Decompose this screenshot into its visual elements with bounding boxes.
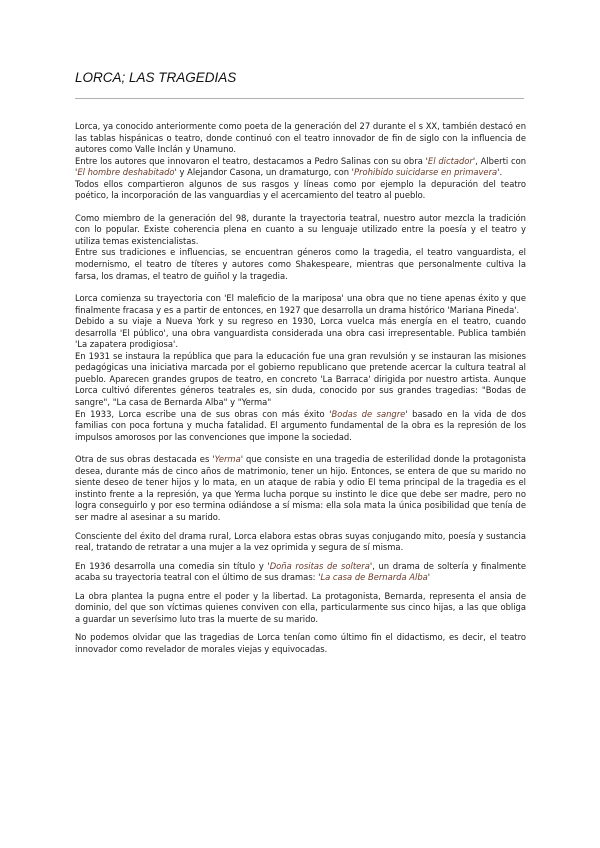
body-paragraph: Como miembro de la generación del 98, durante la trayectoria teatral, nuestro autor mezcla la tradición con lo popular. Existe coherencia plena en cuanto a su lenguaje utilizado entre la poesía y el teatro y utiliza temas existencialistas. (75, 212, 526, 246)
document-body (75, 121, 526, 655)
body-paragraph: Entre sus tradiciones e influencias, se encuentran géneros como la tragedia, el teatro vanguardista, el modernismo, el teatro de títeres y autores como Shakespeare, mientras que personalmente cultiva la farsa, los dramas, el teatro de guiñol y la tragedia. (75, 247, 526, 281)
body-paragraph (75, 454, 526, 523)
work-title: Prohibido suicidarse en primavera (353, 167, 498, 178)
body-paragraph: Lorca, ya conocido anteriormente como poeta de la generación del 27 durante el s XX, también destacó en las tablas hispánicas o teatro, donde continuó con el teatro innovador de fin de siglo con la influencia de autores como Valle Inclán y Unamuno. (75, 121, 526, 155)
body-paragraph (75, 409, 526, 444)
paragraph-text: ' que consiste en una tragedia de esterilidad donde la protagonista desea, durante más de cinco años de matrimonio, tener un hijo. Entonces, se entera de que su marido no siente deseo de tener hijos y lo mata, en un ataque de rabia y odio El tema principal de la tragedia es el instinto frente a la represión, ya que Yerma lucha porque su instinto le dice que debe ser madre, pero no logra conseguirlo y por eso termina odiándose a sí misma: ella sola mata la única posibilidad que tenía de ser madre al asesinar a su marido. (75, 454, 526, 522)
paragraph-text: En 1936 desarrolla una comedia sin título y ' (75, 560, 270, 571)
body-paragraph (75, 156, 526, 179)
paragraph-text: En 1933, Lorca escribe una de sus obras con más éxito ' (75, 408, 332, 419)
work-title: El hombre deshabitado (77, 167, 175, 178)
document-title: LORCA; LAS TRAGEDIAS (75, 70, 237, 85)
work-title: Yerma (214, 454, 241, 465)
body-paragraph: La obra plantea la pugna entre el poder y la libertad. La protagonista, Bernarda, representa el ansia de dominio, del que son víctimas quienes conviven con ella, particularmente sus cinco hijas, a las que obliga a guardar un severísimo luto tras la muerte de su marido. (75, 590, 526, 624)
paragraph-spacer (75, 584, 526, 591)
paragraph-text: Otra de sus obras destacada es ' (75, 454, 215, 465)
paragraph-spacer (75, 202, 526, 213)
paragraph-text: ' basado en la vida de dos familias con poca fortuna y mucha fatalidad. El argumento fundamental de la obra es la represión de los impulsos amorosos por las convenciones que impone la sociedad. (75, 408, 526, 442)
paragraph-text: ' (427, 572, 431, 583)
body-paragraph: Todos ellos compartieron algunos de sus rasgos y líneas como por ejemplo la depuración del teatro poético, la incorporación de las vanguardias y el acercamiento del teatro al pueblo. (75, 178, 526, 201)
paragraph-text: ' y Alejandor Casona, un dramaturgo, con ' (174, 167, 354, 178)
work-title: La casa de Bernarda Alba (320, 572, 428, 583)
body-paragraph: En 1931 se instaura la república que para la educación fue una gran revulsión y se instauran las misiones pedagógicas una iniciativa marcada por el gobierno republicano que pretende acercar la cultura teatral al pueblo. Aparecen grandes grupos de teatro, en concreto 'La Barraca' dirigida por nuestro artista. Aunque Lorca cultivó diferentes géneros teatrales es, sin duda, conocido por sus grandes tragedias: "Bodas de sangre", "La casa de Bernarda Alba" y "Yerma" (75, 350, 526, 408)
work-title: Doña rositas de soltera (269, 560, 370, 571)
title-divider (75, 98, 524, 99)
paragraph-spacer (75, 625, 526, 632)
body-paragraph: Debido a su viaje a Nueva York y su regreso en 1930, Lorca vuelca más energía en el teatro, cuando desarrolla 'El público', una obra vanguardista considerada una obra casi irrepresentable. Publica también 'La zapatera prodigiosa'. (75, 316, 526, 350)
paragraph-text: ', un drama de soltería y finalmente acaba su trayectoria teatral con el último de sus dramas: ' (75, 560, 526, 583)
paragraph-spacer (75, 554, 526, 561)
work-title: Bodas de sangre (331, 408, 406, 419)
paragraph-text: ', Alberti con ' (75, 155, 527, 178)
body-paragraph: Consciente del éxito del drama rural, Lorca elabora estas obras suyas conjugando mito, poesía y sustancia real, tratando de retratar a una mujer a la vez oprimida y segura de sí misma. (75, 530, 526, 553)
paragraph-spacer (75, 443, 526, 454)
paragraph-text: '. (497, 167, 503, 178)
paragraph-spacer (75, 282, 526, 293)
body-paragraph: Lorca comienza su trayectoria con 'El maleficio de la mariposa' una obra que no tiene apenas éxito y que finalmente fracasa y es a partir de entonces, en 1927 que desarrolla un drama histórico 'Mariana Pineda'. (75, 293, 526, 315)
work-title: El dictador (427, 155, 473, 166)
paragraph-text: Entre los autores que innovaron el teatro, destacamos a Pedro Salinas con su obra ' (75, 155, 428, 166)
body-paragraph (75, 561, 526, 584)
body-paragraph: No podemos olvidar que las tragedias de Lorca tenían como último fin el didactismo, es decir, el teatro innovador como revelador de morales viejas y equivocadas. (75, 632, 526, 654)
paragraph-spacer (75, 524, 526, 531)
